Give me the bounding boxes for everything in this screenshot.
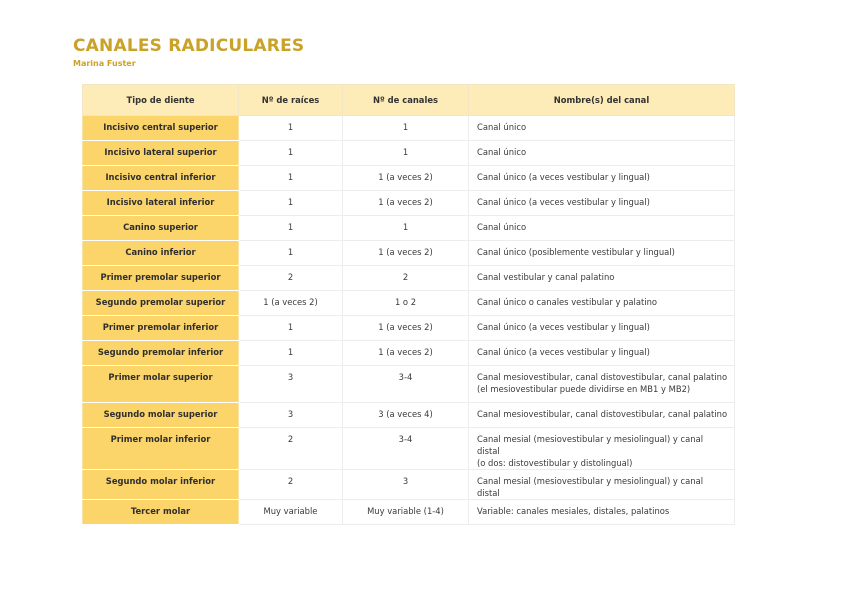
canal-name-line: Canal único (a veces vestibular y lingual) (477, 197, 650, 207)
canal-count-cell: 3-4 (343, 428, 469, 470)
canal-name-line: Canal mesial (mesiovestibular y mesiolingual) y canal distal (477, 476, 704, 498)
tooth-type-cell: Canino inferior (83, 241, 239, 266)
root-count-cell: 1 (239, 241, 343, 266)
root-count-cell: 1 (239, 166, 343, 191)
canal-name-line: Canal vestibular y canal palatino (477, 272, 615, 282)
root-count-cell: 1 (239, 141, 343, 166)
root-count-cell: 1 (239, 191, 343, 216)
canal-names-cell (469, 428, 735, 470)
canal-count-cell: 1 (a veces 2) (343, 341, 469, 366)
canal-count-cell: 2 (343, 266, 469, 291)
canal-count-cell: 1 (a veces 2) (343, 316, 469, 341)
canal-count-cell: 1 (343, 216, 469, 241)
table-header-row (83, 85, 735, 116)
root-count-cell: 3 (239, 403, 343, 428)
header-canal-names: Nombre(s) del canal (469, 85, 735, 116)
root-count-cell: 1 (239, 216, 343, 241)
header-canal-count: Nº de canales (343, 85, 469, 116)
canal-count-cell: 3 (a veces 4) (343, 403, 469, 428)
canal-names-cell (469, 191, 735, 216)
table-body (83, 116, 735, 525)
root-count-cell: 1 (239, 341, 343, 366)
table-row (83, 141, 735, 166)
canal-name-line: Canal mesiovestibular, canal distovestibular, canal palatino (477, 372, 728, 382)
tooth-type-cell: Primer premolar superior (83, 266, 239, 291)
canal-names-cell (469, 291, 735, 316)
tooth-type-cell: Incisivo central inferior (83, 166, 239, 191)
tooth-type-cell: Primer premolar inferior (83, 316, 239, 341)
root-count-cell: 2 (239, 266, 343, 291)
canal-names-cell (469, 366, 735, 403)
table-row (83, 216, 735, 241)
canal-name-line: Canal único (a veces vestibular y lingual) (477, 322, 650, 332)
canal-name-line: Canal único (477, 122, 527, 132)
canal-names-cell (469, 500, 735, 525)
canal-names-cell (469, 216, 735, 241)
table-row (83, 266, 735, 291)
canal-names-cell (469, 470, 735, 500)
table-row (83, 470, 735, 500)
canal-name-line: Canal único o canales vestibular y palatino (477, 297, 658, 307)
tooth-type-cell: Segundo molar superior (83, 403, 239, 428)
table-row (83, 166, 735, 191)
canal-count-cell: 1 o 2 (343, 291, 469, 316)
canal-names-cell (469, 241, 735, 266)
canal-names-cell (469, 141, 735, 166)
table-row (83, 500, 735, 525)
canal-name-line: Canal único (a veces vestibular y lingual) (477, 172, 650, 182)
tooth-type-cell: Primer molar superior (83, 366, 239, 403)
canal-name-line: (el mesiovestibular puede dividirse en MB1 y MB2) (477, 384, 691, 394)
canal-count-cell: 3 (343, 470, 469, 500)
tooth-type-cell: Segundo molar inferior (83, 470, 239, 500)
header-root-count: Nº de raíces (239, 85, 343, 116)
canal-names-cell (469, 166, 735, 191)
root-count-cell: 1 (a veces 2) (239, 291, 343, 316)
canal-count-cell: 1 (a veces 2) (343, 241, 469, 266)
canal-name-line: Canal mesiovestibular, canal distovestibular, canal palatino (477, 409, 728, 419)
root-count-cell: 1 (239, 316, 343, 341)
table-row (83, 116, 735, 141)
canal-name-line: Canal único (a veces vestibular y lingual) (477, 347, 650, 357)
canal-name-line: Canal único (477, 147, 527, 157)
tooth-type-cell: Tercer molar (83, 500, 239, 525)
canal-count-cell: Muy variable (1-4) (343, 500, 469, 525)
canal-count-cell: 1 (343, 141, 469, 166)
canal-name-line: (o dos: distovestibular y distolingual) (477, 458, 633, 468)
tooth-type-cell: Segundo premolar inferior (83, 341, 239, 366)
canal-count-cell: 3-4 (343, 366, 469, 403)
author-name: Marina Fuster (73, 59, 136, 68)
canal-name-line: Canal único (477, 222, 527, 232)
canal-names-cell (469, 341, 735, 366)
root-count-cell: 2 (239, 470, 343, 500)
tooth-type-cell: Canino superior (83, 216, 239, 241)
root-canals-table (82, 84, 735, 525)
tooth-type-cell: Incisivo central superior (83, 116, 239, 141)
canal-name-line: Variable: canales mesiales, distales, palatinos (477, 506, 670, 516)
table-row (83, 191, 735, 216)
table-row (83, 241, 735, 266)
canal-count-cell: 1 (a veces 2) (343, 166, 469, 191)
table-row (83, 366, 735, 403)
table-row (83, 403, 735, 428)
canal-count-cell: 1 (a veces 2) (343, 191, 469, 216)
table-row (83, 341, 735, 366)
canal-name-line: Canal único (posiblemente vestibular y lingual) (477, 247, 675, 257)
tooth-type-cell: Primer molar inferior (83, 428, 239, 470)
table-row (83, 316, 735, 341)
canal-names-cell (469, 403, 735, 428)
tooth-type-cell: Segundo premolar superior (83, 291, 239, 316)
tooth-type-cell: Incisivo lateral inferior (83, 191, 239, 216)
table-row (83, 428, 735, 470)
canal-name-line: Canal mesial (mesiovestibular y mesiolingual) y canal distal (477, 434, 704, 456)
canal-names-cell (469, 266, 735, 291)
canal-names-cell (469, 316, 735, 341)
canal-count-cell: 1 (343, 116, 469, 141)
canal-names-cell (469, 116, 735, 141)
root-count-cell: Muy variable (239, 500, 343, 525)
root-count-cell: 2 (239, 428, 343, 470)
document-title: CANALES RADICULARES (73, 36, 305, 56)
root-count-cell: 3 (239, 366, 343, 403)
table-row (83, 291, 735, 316)
tooth-type-cell: Incisivo lateral superior (83, 141, 239, 166)
root-count-cell: 1 (239, 116, 343, 141)
header-tooth-type: Tipo de diente (83, 85, 239, 116)
